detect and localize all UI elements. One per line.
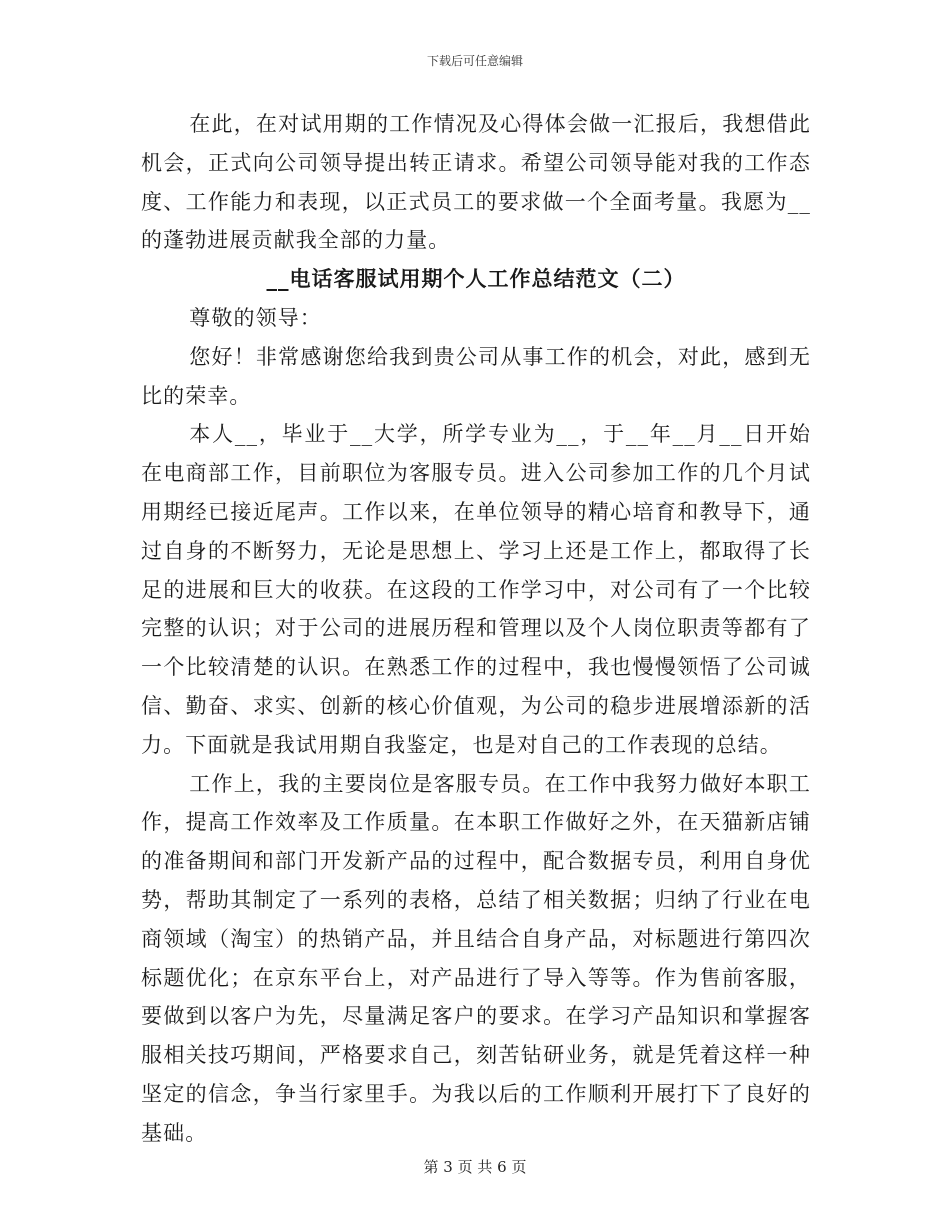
section-title: __电话客服试用期个人工作总结范文（二） — [266, 266, 686, 292]
paragraph-work-summary: 工作上，我的主要岗位是客服专员。在工作中我努力做好本职工作，提高工作效率及工作质量。在本职工作做好之外，在天猫新店铺的准备期间和部门开发新产品的过程中，配合数据专员，利用自身优势，帮助其制定了一系列的表格，总结了相关数据；归纳了行业在电商领域（淘宝）的热销产品，并且结合自身产品，对标题进行第四次标题优化；在京东平台上，对产品进行了导入等等。作为售前客服，要做到以客户为先，尽量满足客户的要求。在学习产品知识和掌握客服相关技巧期间，严格要求自己，刻苦钻研业务，就是凭着这样一种坚定的信念，争当行家里手。为我以后的工作顺利开展打下了良好的基础。 — [141, 771, 811, 1145]
document-body — [141, 105, 811, 1153]
greeting-paragraph: 您好！非常感谢您给我到贵公司从事工作的机会，对此，感到无比的荣幸。 — [141, 344, 811, 408]
paragraph-self-introduction: 本人__，毕业于__大学，所学专业为__，于__年__月__日开始在电商部工作，目前职位为客服专员。进入公司参加工作的几个月试用期经已接近尾声。工作以来，在单位领导的精心培育和教导下，通过自身的不断努力，无论是思想上、学习上还是工作上，都取得了长足的进展和巨大的收获。在这段的工作学习中，对公司有了一个比较完整的认识；对于公司的进展历程和管理以及个人岗位职责等都有了一个比较清楚的认识。在熟悉工作的过程中，我也慢慢领悟了公司诚信、勤奋、求实、创新的核心价值观，为公司的稳步进展增添新的活力。下面就是我试用期自我鉴定，也是对自己的工作表现的总结。 — [141, 422, 811, 757]
page-number: 第 3 页 共 6 页 — [423, 1158, 527, 1176]
paragraph-intro: 在此，在对试用期的工作情况及心得体会做一汇报后，我想借此机会，正式向公司领导提出转正请求。希望公司领导能对我的工作态度、工作能力和表现，以正式员工的要求做一个全面考量。我愿为__的蓬勃进展贡献我全部的力量。 — [141, 112, 811, 253]
page-header-note: 下载后可任意编辑 — [426, 54, 523, 68]
salutation: 尊敬的领导： — [189, 305, 322, 330]
